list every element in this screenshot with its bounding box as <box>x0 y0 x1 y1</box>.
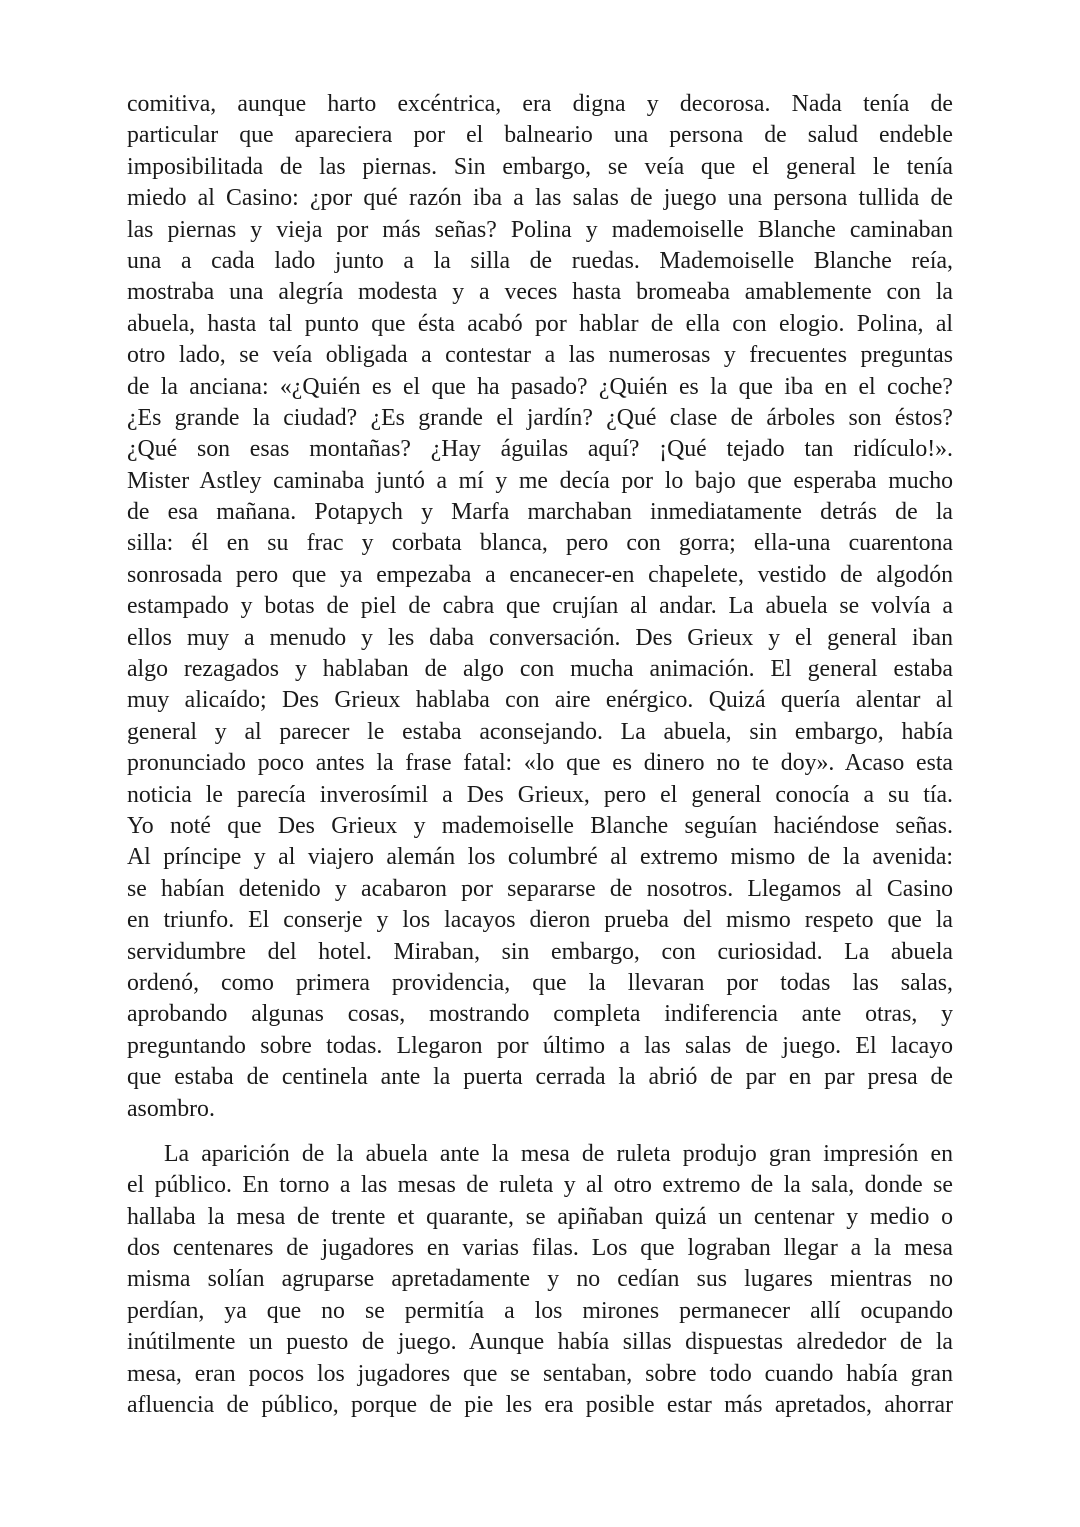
text-line: estampado y botas de piel de cabra que crujían al andar. La abuela se volvía a <box>127 593 953 620</box>
paragraph <box>127 1139 953 1422</box>
text-line: comitiva, aunque harto excéntrica, era digna y decorosa. Nada tenía de <box>127 91 953 117</box>
text-line: imposibilitada de las piernas. Sin embargo, se veía que el general le tenía <box>127 153 953 180</box>
text-line: perdían, ya que no se permitía a los mirones permanecer allí ocupando <box>127 1297 953 1324</box>
text-line: sonrosada pero que ya empezaba a encanecer-en chapelete, vestido de algodón <box>127 561 953 588</box>
text-line: se habían detenido y acabaron por separarse de nosotros. Llegamos al Casino <box>127 875 953 902</box>
text-line: aprobando algunas cosas, mostrando completa indiferencia ante otras, y <box>127 1001 953 1028</box>
text-line: muy alicaído; Des Grieux hablaba con aire enérgico. Quizá quería alentar al <box>127 687 953 714</box>
text-line: de esa mañana. Potapych y Marfa marchaban inmediatamente detrás de la <box>127 499 953 526</box>
text-line: que estaba de centinela ante la puerta cerrada la abrió de par en par presa de <box>127 1064 953 1091</box>
text-line: preguntando sobre todas. Llegaron por último a las salas de juego. El lacayo <box>127 1032 953 1059</box>
text-line: ellos muy a menudo y les daba conversación. Des Grieux y el general iban <box>127 624 953 651</box>
text-line: mostraba una alegría modesta y a veces hasta bromeaba amablemente con la <box>127 279 953 306</box>
text-line: servidumbre del hotel. Miraban, sin embargo, con curiosidad. La abuela <box>127 938 953 965</box>
text-line: ordenó, como primera providencia, que la llevaran por todas las salas, <box>127 969 953 996</box>
text-line: particular que apareciera por el balneario una persona de salud endeble <box>127 122 953 149</box>
text-line: misma solían agruparse apretadamente y no cedían sus lugares mientras no <box>127 1266 953 1293</box>
text-line: pronunciado poco antes la frase fatal: «lo que es dinero no te doy». Acaso esta <box>127 750 953 777</box>
text-line: dos centenares de jugadores en varias filas. Los que lograban llegar a la mesa <box>127 1235 953 1262</box>
text-line: miedo al Casino: ¿por qué razón iba a las salas de juego una persona tullida de <box>127 185 953 212</box>
text-line: afluencia de público, porque de pie les era posible estar más apretados, ahorrar <box>127 1392 953 1419</box>
text-line: una a cada lado junto a la silla de ruedas. Mademoiselle Blanche reía, <box>127 247 953 274</box>
text-line: ¿Qué son esas montañas? ¿Hay águilas aquí? ¡Qué tejado tan ridículo!». <box>127 436 953 463</box>
text-line: en triunfo. El conserje y los lacayos dieron prueba del mismo respeto que la <box>127 907 953 934</box>
text-line: La aparición de la abuela ante la mesa de ruleta produjo gran impresión en <box>164 1140 953 1167</box>
text-line: asombro. <box>127 1095 215 1122</box>
text-line: abuela, hasta tal punto que ésta acabó por hablar de ella con elogio. Polina, al <box>127 310 953 337</box>
text-line: inútilmente un puesto de juego. Aunque había sillas dispuestas alrededor de la <box>127 1329 953 1356</box>
text-line: Al príncipe y al viajero alemán los columbré al extremo mismo de la avenida: <box>127 844 953 871</box>
text-line: noticia le parecía inverosímil a Des Grieux, pero el general conocía a su tía. <box>127 781 953 808</box>
text-line: algo rezagados y hablaban de algo con mucha animación. El general estaba <box>127 656 953 683</box>
text-line: otro lado, se veía obligada a contestar a las numerosas y frecuentes preguntas <box>127 342 953 369</box>
text-line: ¿Es grande la ciudad? ¿Es grande el jardín? ¿Qué clase de árboles son éstos? <box>127 404 953 431</box>
text-line: silla: él en su frac y corbata blanca, pero con gorra; ella-una cuarentona <box>127 530 953 557</box>
text-line: general y al parecer le estaba aconsejando. La abuela, sin embargo, había <box>127 718 953 745</box>
text-line: el público. En torno a las mesas de ruleta y al otro extremo de la sala, donde se <box>127 1172 953 1199</box>
text-line: de la anciana: «¿Quién es el que ha pasado? ¿Quién es la que iba en el coche? <box>127 373 953 400</box>
text-line: mesa, eran pocos los jugadores que se sentaban, sobre todo cuando había gran <box>127 1360 953 1387</box>
text-line: Mister Astley caminaba juntó a mí y me decía por lo bajo que esperaba mucho <box>127 467 953 494</box>
text-line: las piernas y vieja por más señas? Polina y mademoiselle Blanche caminaban <box>127 216 953 243</box>
document-page <box>127 89 953 1421</box>
text-line: hallaba la mesa de trente et quarante, se apiñaban quizá un centenar y medio o <box>127 1203 953 1230</box>
text-line: Yo noté que Des Grieux y mademoiselle Blanche seguían haciéndose señas. <box>127 812 953 839</box>
paragraph <box>127 89 953 1125</box>
